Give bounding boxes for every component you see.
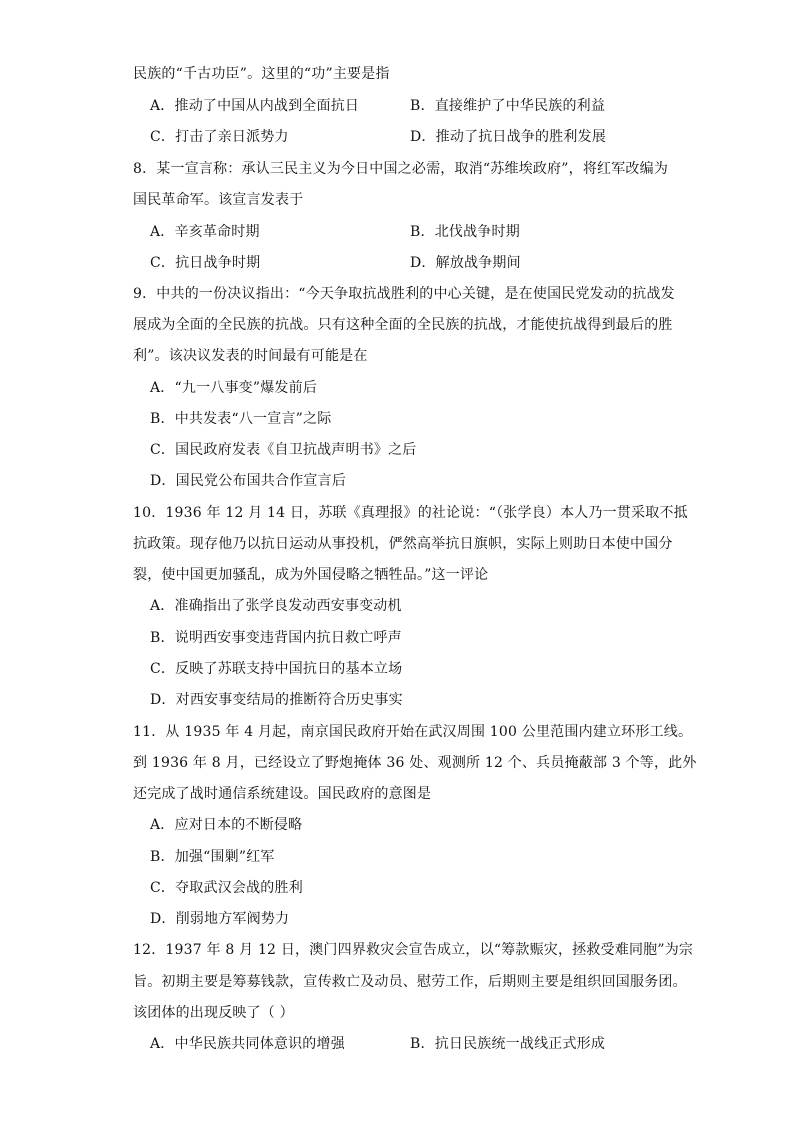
q12-option-a: A．中华民族共同体意识的增强 xyxy=(150,1036,345,1052)
q9-stem-line-3: 利”。该决议发表的时间最有可能是在 xyxy=(133,348,368,364)
q11-stem-line-2: 到 1936 年 8 月，已经设立了野炮掩体 36 处、观测所 12 个、兵员掩蔽部 3 个等，此外 xyxy=(133,755,697,771)
q11-stem-line-3: 还完成了战时通信系统建设。国民政府的意图是 xyxy=(133,786,432,802)
q8-option-d: D．解放战争期间 xyxy=(410,255,521,271)
q9-option-a: A．“九一八事变”爆发前后 xyxy=(150,380,318,396)
q7-stem-line: 民族的“千古功臣”。这里的“功”主要是指 xyxy=(133,66,390,82)
q8-stem-line-1: 8．某一宣言称：承认三民主义为今日中国之必需，取消“苏维埃政府”，将红军改编为 xyxy=(133,161,669,177)
q7-option-d: D．推动了抗日战争的胜利发展 xyxy=(410,129,607,145)
q11-option-b: B．加强“围剿”红军 xyxy=(150,849,275,865)
q7-option-a: A．推动了中国从内战到全面抗日 xyxy=(150,98,360,114)
q12-stem-line-2: 旨。初期主要是筹募钱款，宣传救亡及动员、慰劳工作，后期则主要是组织回国服务团。 xyxy=(133,974,687,990)
q9-option-c: C．国民政府发表《自卫抗战声明书》之后 xyxy=(150,442,417,458)
q8-option-c: C．抗日战争时期 xyxy=(150,255,261,271)
q10-option-d: D．对西安事变结局的推断符合历史事实 xyxy=(150,692,403,708)
q8-stem-line-2: 国民革命军。该宣言发表于 xyxy=(133,192,304,208)
q9-stem-line-1: 9．中共的一份决议指出：“今天争取抗战胜利的中心关键，是在使国民党发动的抗战发 xyxy=(133,286,675,302)
q10-option-a: A．准确指出了张学良发动西安事变动机 xyxy=(150,598,402,614)
q8-option-a: A．辛亥革命时期 xyxy=(150,224,260,240)
q11-option-a: A．应对日本的不断侵略 xyxy=(150,817,303,833)
q10-option-c: C．反映了苏联支持中国抗日的基本立场 xyxy=(150,661,403,677)
q7-option-b: B．直接维护了中华民族的利益 xyxy=(410,98,606,114)
q11-option-d: D．削弱地方军阀势力 xyxy=(150,911,290,927)
q8-option-b: B．北伐战争时期 xyxy=(410,224,520,240)
q10-stem-line-1: 10．1936 年 12 月 14 日，苏联《真理报》的社论说：“（张学良）本人乃一贯采取不抵 xyxy=(133,505,688,521)
q9-stem-line-2: 展成为全面的全民族的抗战。只有这种全面的全民族的抗战，才能使抗战得到最后的胜 xyxy=(133,317,673,333)
q12-option-b: B．抗日民族统一战线正式形成 xyxy=(410,1036,606,1052)
q10-option-b: B．说明西安事变违背国内抗日救亡呼声 xyxy=(150,630,402,646)
q9-option-d: D．国民党公布国共合作宣言后 xyxy=(150,473,347,489)
q10-stem-line-3: 裂，使中国更加骚乱，成为外国侵略之牺牲品。”这一评论 xyxy=(133,567,489,583)
q9-option-b: B．中共发表“八一宣言”之际 xyxy=(150,411,332,427)
q10-stem-line-2: 抗政策。现存他乃以抗日运动从事投机，俨然高举抗日旗帜，实际上则助日本使中国分 xyxy=(133,536,673,552)
q7-option-c: C．打击了亲日派势力 xyxy=(150,129,289,145)
q12-stem-line-1: 12．1937 年 8 月 12 日，澳门四界救灾会宣告成立，以“筹款赈灾，拯救受难同胞”为宗 xyxy=(133,942,694,958)
q11-stem-line-1: 11．从 1935 年 4 月起，南京国民政府开始在武汉周围 100 公里范围内建立环形工线。 xyxy=(133,724,693,740)
q12-stem-line-3: 该团体的出现反映了（ ） xyxy=(133,1005,294,1021)
q11-option-c: C．夺取武汉会战的胜利 xyxy=(150,880,303,896)
